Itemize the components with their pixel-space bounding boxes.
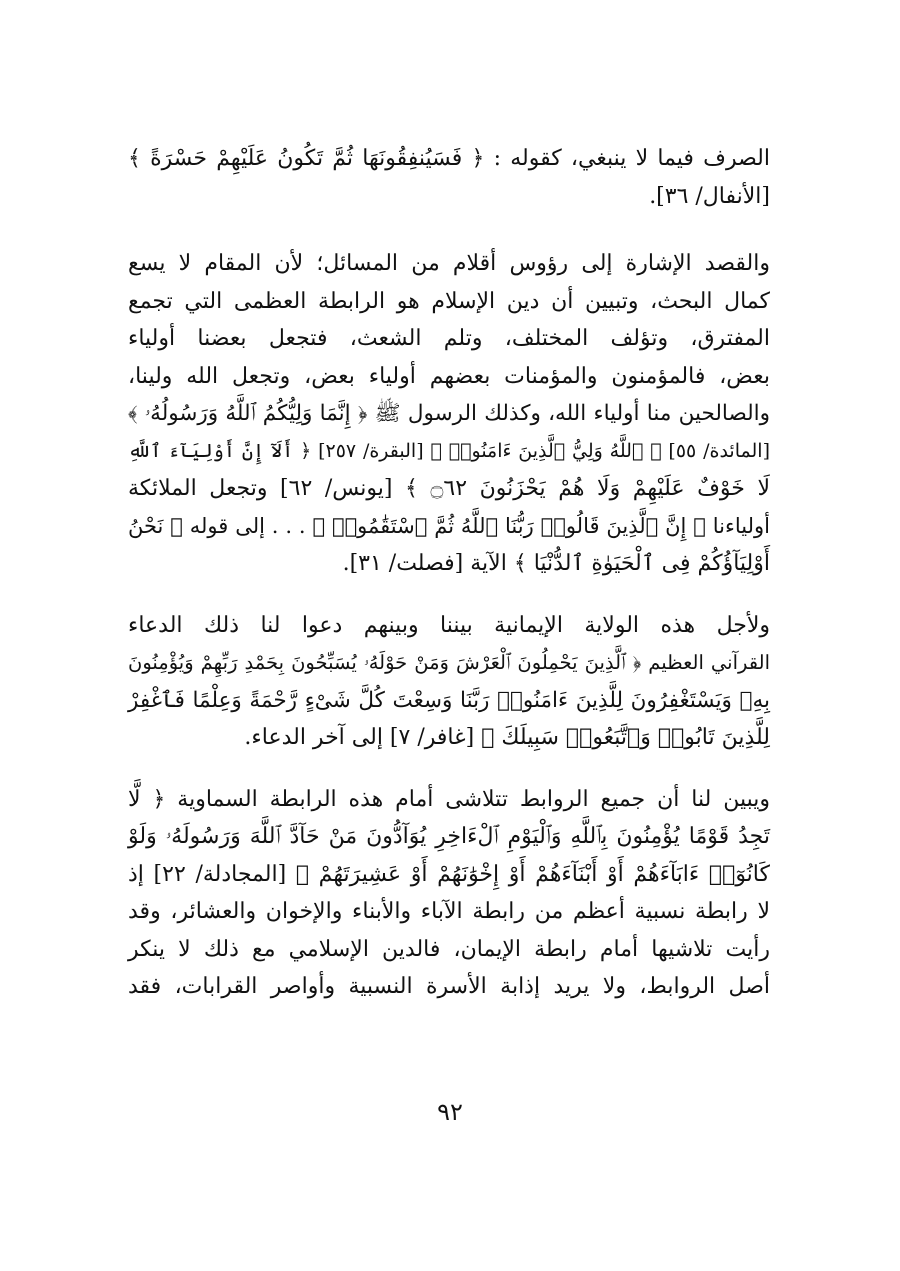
text-line: والقصد الإشارة إلى رؤوس أقلام من المسائل؛ لأن المقام لا يسع — [128, 251, 770, 276]
paragraph-3 — [128, 607, 770, 757]
page-number: ٩٢ — [437, 1098, 463, 1126]
text-line: [المائدة/ ٥٥] ﴿ ٱللَّهُ وَلِيُّ ٱلَّذِينَ ءَامَنُوا۟ ﴾ [البقرة/ ٢٥٧] ﴿ أَلَآ إِنَّ أَوْلِيَآءَ ٱللَّهِ — [128, 439, 770, 462]
paragraph-2 — [128, 245, 770, 583]
text-line: الصرف فيما لا ينبغي، كقوله : ﴿ فَسَيُنفِقُونَهَا ثُمَّ تَكُونُ عَلَيْهِمْ حَسْرَةً ﴾ — [128, 146, 770, 171]
text-line: المفترق، وتؤلف المختلف، وتلم الشعث، فتجعل بعضنا أولياء — [128, 326, 770, 351]
text-line: لَا خَوْفٌ عَلَيْهِمْ وَلَا هُمْ يَحْزَنُونَ ۝٦٢ ﴾ [يونس/ ٦٢] وتجعل الملائكة — [128, 476, 770, 501]
page-body — [128, 140, 770, 1006]
text-line: كَانُوٓا۟ ءَابَآءَهُمْ أَوْ أَبْنَآءَهُمْ أَوْ إِخْوَٰنَهُمْ أَوْ عَشِيرَتَهُمْ ﴾ [المجادلة/ ٢٢] إذ — [128, 861, 770, 887]
text-line: بِهِۦ وَيَسْتَغْفِرُونَ لِلَّذِينَ ءَامَنُوا۟ رَبَّنَا وَسِعْتَ كُلَّ شَىْءٍ رَّحْمَةً وَعِلْمًا فَٱغْفِرْ — [128, 687, 770, 713]
paragraph-1 — [128, 140, 770, 215]
text-line: لا رابطة نسبية أعظم من رابطة الآباء والأبناء والإخوان والعشائر، وقد — [128, 899, 770, 924]
text-line: لِلَّذِينَ تَابُوا۟ وَٱتَّبَعُوا۟ سَبِيلَكَ ﴾ [غافر/ ٧] إلى آخر الدعاء. — [244, 725, 770, 750]
text-line: ولأجل هذه الولاية الإيمانية بيننا وبينهم دعوا لنا ذلك الدعاء — [128, 612, 770, 638]
text-line: أصل الروابط، ولا يريد إذابة الأسرة النسبية وأواصر القرابات، فقد — [128, 974, 770, 999]
text-line: ويبين لنا أن جميع الروابط تتلاشى أمام هذه الرابطة السماوية ﴿ لَّا — [128, 786, 770, 812]
text-line: رأيت تلاشيها أمام رابطة الإيمان، فالدين الإسلامي مع ذلك لا ينكر — [128, 936, 770, 962]
text-line: والصالحين منا أولياء الله، وكذلك الرسول ﷺ ﴿ إِنَّمَا وَلِيُّكُمُ ٱللَّهُ وَرَسُولُهُۥ ﴾ — [128, 401, 770, 426]
text-line: أولياءنا ﴿ إِنَّ ٱلَّذِينَ قَالُوا۟ رَبُّنَا ٱللَّهُ ثُمَّ ٱسْتَقَٰمُوا۟ ﴾ . . . إلى قوله ﴿ نَحْنُ — [128, 513, 770, 538]
text-line: بعض، فالمؤمنون والمؤمنات بعضهم أولياء بعض، وتجعل الله ولينا، — [128, 363, 770, 389]
text-line: أَوْلِيَآؤُكُمْ فِى ٱلْحَيَوٰةِ ٱلدُّنْيَا ﴾ الآية [فصلت/ ٣١]. — [342, 551, 770, 576]
text-line: [الأنفال/ ٣٦]. — [649, 183, 770, 209]
text-line: القرآني العظيم ﴿ ٱلَّذِينَ يَحْمِلُونَ ٱلْعَرْشَ وَمَنْ حَوْلَهُۥ يُسَبِّحُونَ بِحَمْدِ رَبِّهِمْ وَيُؤْمِنُونَ — [128, 651, 770, 674]
text-line: تَجِدُ قَوْمًا يُؤْمِنُونَ بِٱللَّهِ وَٱلْيَوْمِ ٱلْءَاخِرِ يُوَآدُّونَ مَنْ حَآدَّ ٱللَّهَ وَرَسُولَهُۥ وَلَوْ — [128, 824, 770, 849]
text-line: كمال البحث، وتبيين أن دين الإسلام هو الرابطة العظمى التي تجمع — [128, 288, 770, 314]
paragraph-4 — [128, 781, 770, 1006]
